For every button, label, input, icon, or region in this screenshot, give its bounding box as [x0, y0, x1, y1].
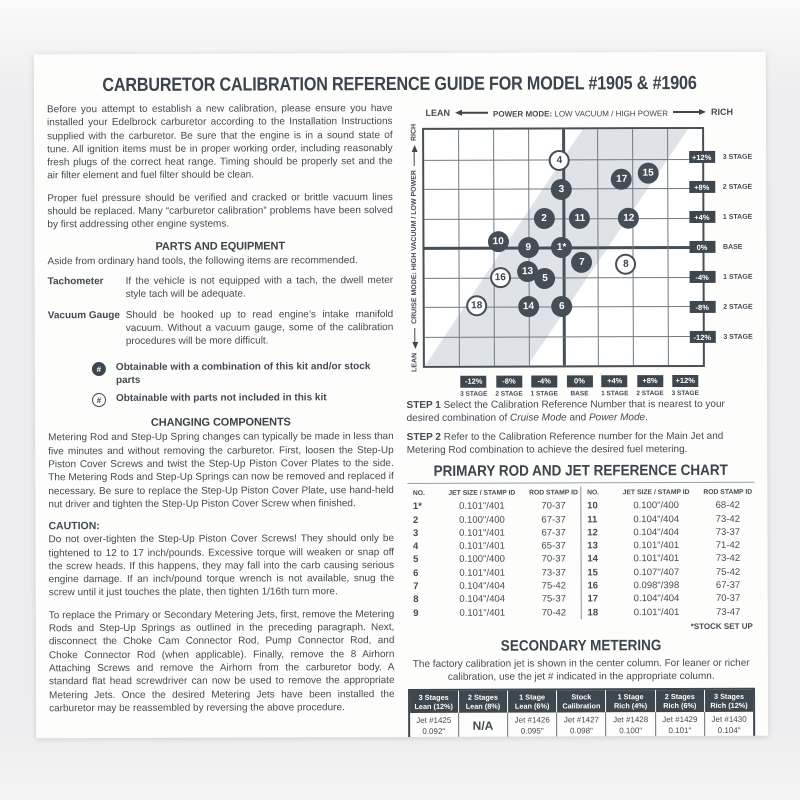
power-mode-axis-label — [405, 103, 753, 122]
cell-rod: 70-37 — [541, 500, 566, 512]
table-row — [581, 579, 754, 593]
percent-badge: 0% — [689, 241, 715, 253]
document-page — [34, 52, 768, 739]
cell-rod: 75-37 — [541, 593, 567, 605]
stock-setup-footnote: *STOCK SET UP — [690, 621, 753, 631]
table-row — [407, 579, 580, 593]
cell-no: 10 — [587, 500, 598, 512]
x-axis-tick — [601, 370, 628, 397]
header-line1: 3 Stages — [418, 692, 449, 702]
plot-holder — [422, 127, 753, 399]
stage-label: 2 STAGE — [495, 390, 523, 398]
header-line1: 1 Stage — [617, 692, 644, 702]
caution-paragraph: Do not over-tighten the Step-Up Piston Cover Screws! They should only be tightened to 12 to 17 inch/pounds. Excessive torque will weaken or snap off the screw heads. If this happens, they may fall into the carb causing serious engine damage. If an inch/pound torque wrench is not available, snug the screw until it just touches the plate, then tighten 1/16th turn more. — [48, 533, 395, 599]
secondary-col-value — [557, 712, 606, 738]
step-1: STEP 1 Select the Calibration Reference Number that is nearest to your desired combination of Cruise Mode and Power Mode. — [406, 398, 725, 424]
col-header-no: NO. — [412, 489, 425, 497]
table-row — [582, 605, 755, 619]
changing-paragraph-1: Metering Rod and Step-Up Spring changes can typically be made in less than five minutes and without removing the carburetor. First, loosen the Step-Up Piston Cover Screws and twist the Step-Up Piston Cover Plates to the side. The Metering Rods and Step-Up Springs can now be removed and replaced if necessary. Be sure to replace the Step-Up Piston Cover Plate, use hand-held nut driver and tighten the Step-Up Piston Cover Screw when finished. — [48, 431, 394, 511]
cell-rod: 73-37 — [541, 567, 566, 579]
parts-desc: Should be hooked up to read engine’s intake manifold vacuum. Without a vacuum gauge, some of the calibration procedures will be more difficult. — [125, 308, 394, 348]
secondary-col-value — [410, 713, 459, 738]
calibration-point-6: 6 — [551, 296, 572, 317]
calibration-point-15: 15 — [638, 162, 659, 183]
cell-rod: 75-42 — [541, 580, 566, 592]
secondary-col-header — [508, 690, 557, 712]
secondary-col-value — [656, 712, 705, 738]
col-header-jet: JET SIZE / STAMP ID — [622, 488, 690, 497]
cell-no: 14 — [587, 553, 598, 565]
legend-text: Obtainable with parts not included in this kit — [115, 392, 327, 405]
cell-jet: 0.101"/401 — [459, 607, 506, 619]
stage-label: 2 STAGE — [723, 303, 753, 311]
x-axis-tick — [531, 370, 558, 397]
calibration-point-1: 1* — [551, 237, 572, 258]
stage-label: 1 STAGE — [723, 273, 753, 281]
header-line1: Stock — [571, 692, 592, 702]
x-axis-tick — [460, 371, 487, 398]
step-2: STEP 2 Refer to the Calibration Reference number for the Main Jet and Metering Rod combination to achieve the desired fuel metering. — [406, 430, 724, 456]
right-column — [405, 101, 755, 739]
secondary-col-value — [459, 713, 508, 738]
cell-rod: 70-37 — [715, 593, 741, 605]
cell-rod: 73-47 — [715, 606, 741, 618]
open-hash-circle-icon: # — [92, 393, 106, 407]
col-header-jet: JET SIZE / STAMP ID — [448, 489, 516, 497]
percent-badge: +4% — [602, 375, 628, 387]
jet-number: Jet #1428 — [613, 715, 649, 725]
calibration-point-18: 18 — [466, 295, 487, 316]
secondary-col-header — [656, 690, 705, 712]
jet-number: Jet #1430 — [711, 714, 747, 725]
cruise-mode-axis-label — [410, 124, 418, 372]
y-axis-tick — [689, 301, 752, 313]
x-axis-tick — [672, 370, 699, 397]
bottom-axis-labels — [438, 370, 720, 399]
cell-no: 12 — [587, 527, 598, 539]
cruise-mode-axis — [406, 123, 423, 373]
intro-paragraph-2: Proper fuel pressure should be verified and cracked or brittle vacuum lines should be replaced. Many “carburetor calibration” problems have been solved by first addressing other engine systems. — [47, 191, 393, 231]
cell-rod: 73-42 — [715, 553, 741, 565]
secondary-col-header — [410, 691, 459, 713]
cell-jet: 0.104"/404 — [459, 594, 506, 606]
parts-desc: If the vehicle is not equipped with a tach, the dwell meter style tach will be adequate. — [125, 274, 394, 301]
primary-table-header — [407, 486, 580, 500]
calibration-point-5: 5 — [534, 268, 555, 289]
legend-item — [92, 392, 394, 407]
calibration-point-9: 9 — [518, 237, 539, 258]
header-line1: 2 Stages — [467, 692, 498, 702]
parts-term: Tachometer — [47, 276, 104, 288]
lean-label: LEAN — [425, 107, 451, 118]
y-axis-tick — [689, 151, 752, 163]
parts-equipment-heading: PARTS AND EQUIPMENT — [155, 240, 286, 253]
secondary-metering-table — [408, 688, 756, 739]
cell-jet: 0.101"/401 — [459, 527, 505, 539]
table-row — [581, 592, 754, 606]
cell-jet: 0.100"/400 — [459, 514, 505, 526]
percent-badge: -8% — [689, 301, 715, 313]
jet-size: 0.101" — [668, 725, 692, 735]
calibration-point-7: 7 — [571, 252, 592, 273]
left-arrow-icon — [455, 110, 488, 116]
cell-rod: 65-37 — [541, 540, 566, 552]
jet-number: Jet #1426 — [514, 715, 550, 725]
header-line2: Rich (6%) — [663, 701, 697, 711]
right-arrow-icon — [411, 145, 417, 166]
secondary-metering-heading: SECONDARY METERING — [500, 637, 662, 655]
rich-label: RICH — [710, 106, 734, 117]
cell-rod: 67-37 — [541, 527, 566, 539]
secondary-table-header-row — [410, 690, 754, 713]
table-row — [581, 512, 754, 526]
caution-label: CAUTION: — [48, 520, 100, 533]
percent-badge: +8% — [637, 375, 663, 387]
cell-no: 7 — [413, 581, 419, 593]
rich-label: RICH — [410, 123, 418, 142]
header-line2: Rich (4%) — [613, 701, 648, 711]
percent-badge: -12% — [461, 375, 487, 387]
col-header-no: NO. — [587, 489, 600, 497]
header-line1: 1 Stage — [519, 692, 546, 702]
left-arrow-icon — [411, 328, 417, 349]
percent-badge: -12% — [689, 331, 715, 343]
cell-rod: 71-42 — [715, 540, 741, 552]
cell-jet: 0.107"/407 — [633, 566, 680, 578]
intro-paragraph-1: Before you attempt to establish a new calibration, please ensure you have installed your Edelbrock carburetor according to the Installation Instructions supplied with the carburetor. Be sure that the engine is in a sound state of tune. All ignition items must be in proper working order, including reasonably fresh plugs of the correct heat range. Timing should be properly set and the air filter element and fuel filter should be clean. — [46, 103, 393, 182]
header-line1: 3 Stages — [713, 691, 745, 701]
calibration-point-11: 11 — [569, 208, 590, 229]
cell-no: 16 — [587, 580, 599, 592]
cell-rod: 70-37 — [541, 553, 566, 565]
cell-jet: 0.101"/401 — [633, 540, 680, 552]
cell-rod: 73-42 — [715, 513, 741, 525]
table-row — [407, 553, 580, 567]
cell-jet: 0.101"/401 — [459, 500, 505, 513]
y-axis-tick — [689, 271, 752, 283]
right-arrow-icon — [673, 109, 706, 115]
x-axis-tick — [495, 371, 522, 398]
secondary-col-value — [508, 713, 557, 739]
cell-rod: 67-37 — [715, 579, 741, 591]
stage-label: BASE — [570, 390, 589, 398]
cell-rod: 73-37 — [715, 526, 741, 538]
two-column-layout — [34, 95, 768, 739]
jet-number: Jet #1429 — [662, 715, 698, 725]
jet-size: 0.104" — [717, 725, 741, 735]
table-row — [407, 513, 580, 527]
cell-no: 13 — [587, 540, 598, 552]
secondary-col-header — [557, 690, 606, 712]
cell-no: 6 — [413, 567, 419, 579]
filled-hash-circle-icon: # — [92, 362, 106, 376]
cell-rod: 75-42 — [715, 566, 741, 578]
calibration-point-13: 13 — [517, 261, 538, 282]
changing-components-heading: CHANGING COMPONENTS — [150, 416, 291, 430]
changing-paragraph-2: To replace the Primary or Secondary Metering Jets, first, remove the Metering Rods and Step-Up Springs as outlined in the preceding paragraph. Next, disconnect the Choke Cam Connector Rod, Pump Connector Rod, and Choke Connector Rod (when applicable). Finally, remove the 8 Airhorn Attaching Screws and remove the Airhorn from the carburetor body. A standard flat head screwdriver can now be used to remove the appropriate Metering Jets. Once the desired Metering Jets have been installed the carburetor may be reassembled by reversing the above procedure. — [48, 608, 395, 715]
y-axis-tick — [689, 181, 752, 193]
cell-no: 15 — [587, 567, 598, 579]
cell-rod: 70-42 — [541, 607, 567, 619]
table-row — [407, 606, 580, 620]
cell-jet: 0.104"/404 — [633, 526, 680, 539]
table-row — [581, 552, 754, 566]
parts-term: Vacuum Gauge — [47, 309, 120, 321]
heading-rule — [407, 482, 754, 484]
cell-jet: 0.101"/401 — [459, 567, 505, 579]
header-line2: Rich (12%) — [710, 700, 748, 711]
table-row — [581, 526, 754, 540]
header-line2: Calibration — [562, 701, 601, 711]
primary-table-left-half — [407, 486, 581, 620]
percent-badge: -4% — [689, 271, 715, 283]
stage-label: 3 STAGE — [722, 153, 753, 161]
header-line1: 2 Stages — [664, 691, 695, 702]
header-line2: Lean (12%) — [414, 701, 453, 712]
primary-table-right-half — [580, 486, 755, 620]
parts-lead: Aside from ordinary hand tools, the following items are recommended. — [47, 254, 358, 267]
cell-jet: 0.101"/401 — [459, 540, 505, 552]
calibration-point-8: 8 — [615, 253, 636, 274]
stage-label: 1 STAGE — [601, 390, 629, 398]
stage-label: 3 STAGE — [460, 390, 488, 398]
table-row — [581, 539, 754, 553]
jet-size: 0.100" — [619, 725, 643, 735]
stage-label: BASE — [722, 243, 743, 251]
calibration-point-12: 12 — [618, 207, 639, 228]
cell-no: 4 — [413, 541, 419, 553]
cell-jet: 0.101"/401 — [633, 606, 680, 618]
jet-size: 0.098" — [570, 725, 593, 735]
y-axis-tick — [689, 331, 752, 343]
table-row — [407, 593, 580, 607]
cell-no: 17 — [587, 593, 599, 605]
col-header-rod: ROD STAMP ID — [703, 488, 753, 496]
secondary-col-value — [607, 712, 656, 738]
cell-no: 18 — [587, 606, 599, 619]
stage-label: 3 STAGE — [723, 333, 753, 341]
power-mode-text: POWER MODE: LOW VACUUM / HIGH POWER — [493, 109, 669, 119]
jet-size: 0.092" — [422, 726, 446, 736]
calibration-point-10: 10 — [488, 231, 509, 252]
secondary-col-value — [705, 712, 753, 738]
calibration-point-3: 3 — [551, 179, 572, 200]
parts-item — [48, 308, 394, 349]
jet-number: Jet #1427 — [563, 715, 599, 725]
col-header-rod: ROD STAMP ID — [529, 489, 578, 497]
secondary-intro: The factory calibration jet is shown in the center column. For leaner or richer calibration, use the jet # indicated in the appropriate column. — [412, 657, 750, 683]
primary-rod-jet-table — [407, 486, 755, 620]
page-title: CARBURETOR CALIBRATION REFERENCE GUIDE FOR MODEL #1905 & #1906 — [102, 72, 698, 97]
cell-jet: 0.104"/404 — [633, 593, 680, 605]
primary-table-heading: PRIMARY ROD AND JET REFERENCE CHART — [433, 461, 728, 480]
table-row — [581, 499, 754, 513]
stage-label: 1 STAGE — [530, 390, 558, 398]
x-axis-tick — [566, 370, 592, 397]
secondary-col-header — [705, 690, 753, 712]
percent-badge: 0% — [566, 375, 592, 387]
parts-item — [48, 274, 394, 302]
stage-label: 2 STAGE — [722, 183, 753, 191]
secondary-table-body-row — [410, 712, 754, 738]
table-row — [407, 540, 580, 554]
right-axis-labels — [691, 127, 769, 367]
jet-size: 0.095" — [520, 726, 544, 736]
cell-no: 9 — [413, 607, 419, 619]
cell-rod: 68-42 — [715, 500, 740, 512]
cruise-mode-text: CRUISE MODE: HIGH VACUUM / LOW POWER — [410, 170, 418, 324]
jet-number: Jet #1425 — [416, 716, 452, 726]
cell-no: 2 — [412, 514, 419, 526]
calibration-point-16: 16 — [490, 267, 511, 288]
header-line2: Lean (6%) — [514, 701, 550, 711]
cell-jet: 0.104"/404 — [633, 513, 680, 525]
cell-no: 5 — [413, 554, 419, 566]
table-row — [407, 500, 580, 514]
cell-no: 1* — [412, 501, 422, 513]
stage-label: 3 STAGE — [671, 389, 699, 398]
legend-text: Obtainable with a combination of this kit and/or stock parts — [115, 361, 371, 386]
header-line2: Lean (8%) — [465, 701, 501, 711]
calibration-point-2: 2 — [533, 208, 554, 229]
percent-badge: +12% — [689, 151, 715, 163]
cell-no: 3 — [412, 527, 419, 539]
calibration-chart — [406, 123, 754, 399]
parts-list — [48, 274, 394, 349]
calibration-point-17: 17 — [611, 168, 632, 189]
percent-badge: +4% — [689, 211, 715, 223]
table-row — [581, 566, 754, 580]
kit-legend — [92, 361, 394, 407]
left-column — [47, 102, 395, 738]
primary-table-header — [581, 486, 754, 500]
calibration-point-14: 14 — [518, 296, 539, 317]
lean-label: LEAN — [410, 352, 418, 373]
cell-no: 11 — [587, 513, 598, 525]
percent-badge: -8% — [496, 375, 522, 387]
cell-rod: 67-37 — [541, 514, 566, 526]
legend-item — [92, 361, 394, 387]
calibration-point-4: 4 — [549, 150, 570, 171]
na-value: N/A — [472, 718, 494, 733]
cell-no: 8 — [413, 594, 419, 606]
cell-jet: 0.098"/398 — [633, 580, 680, 592]
x-axis-tick — [636, 370, 663, 397]
cell-jet: 0.100"/400 — [459, 554, 505, 566]
stage-label: 2 STAGE — [636, 390, 664, 398]
percent-badge: +8% — [689, 181, 715, 193]
y-axis-tick — [689, 211, 752, 223]
cell-jet: 0.100"/400 — [633, 500, 679, 512]
percent-badge: -4% — [531, 375, 557, 387]
secondary-col-header — [606, 690, 655, 712]
table-row — [407, 566, 580, 580]
secondary-col-header — [459, 691, 508, 713]
stage-label: 1 STAGE — [722, 213, 753, 221]
y-axis-tick — [689, 241, 742, 253]
calibration-grid — [422, 127, 705, 368]
cell-jet: 0.104"/404 — [459, 580, 506, 592]
cell-jet: 0.101"/401 — [633, 553, 680, 565]
table-row — [407, 526, 580, 540]
percent-badge: +12% — [672, 374, 698, 386]
